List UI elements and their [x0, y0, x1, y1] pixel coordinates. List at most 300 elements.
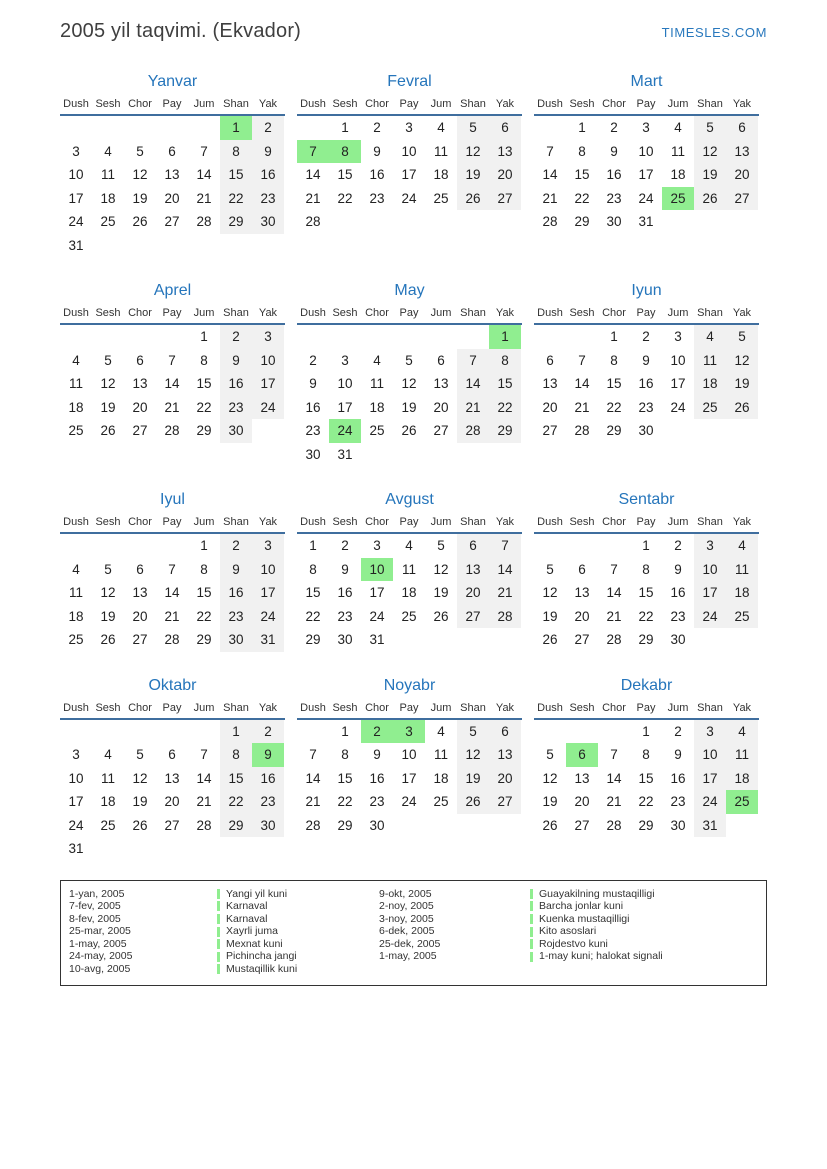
day-cell: 20 — [489, 163, 521, 187]
weekday-label: Yak — [732, 701, 752, 714]
weekday-label: Chor — [602, 701, 626, 714]
day-cell: 16 — [252, 767, 284, 791]
month-title: Fevral — [387, 73, 432, 90]
day-cell: 22 — [638, 794, 654, 810]
empty-cell — [393, 325, 425, 349]
day-cell: 27 — [433, 423, 449, 439]
empty-cell — [188, 720, 220, 744]
day-cell: 8 — [642, 747, 650, 763]
day-cell: 17 — [337, 399, 353, 415]
day-cell: 18 — [433, 770, 449, 786]
day-cell: 17 — [369, 585, 385, 601]
day-cell: 17 — [638, 167, 654, 183]
weekday-label: Pay — [162, 307, 182, 319]
day-cell: 17 — [68, 794, 84, 810]
day-cell: 15 — [196, 376, 212, 392]
day-cell: 20 — [164, 794, 180, 810]
day-cell: 5 — [457, 720, 489, 744]
day-cell: 8 — [200, 352, 208, 368]
day-cell: 13 — [489, 140, 521, 164]
day-cell: 25 — [694, 396, 726, 420]
holiday-day-cell: 25 — [662, 187, 694, 211]
day-cell: 16 — [220, 581, 252, 605]
day-cell: 27 — [164, 817, 180, 833]
weekday-label: Shan — [223, 701, 249, 714]
empty-cell — [60, 325, 92, 349]
month-days — [60, 720, 285, 861]
month-days — [297, 325, 522, 466]
day-cell: 10 — [638, 143, 654, 159]
month-title: Iyul — [160, 491, 185, 508]
day-cell: 24 — [252, 396, 284, 420]
day-cell: 9 — [252, 140, 284, 164]
day-cell: 15 — [220, 163, 252, 187]
day-cell: 6 — [578, 561, 586, 577]
weekday-label: Shan — [460, 307, 486, 319]
day-cell: 31 — [694, 814, 726, 838]
day-cell: 25 — [100, 214, 116, 230]
day-cell: 26 — [132, 214, 148, 230]
holiday-name — [530, 938, 608, 951]
weekday-label: Shan — [697, 516, 723, 528]
months-grid — [60, 73, 767, 861]
month-noyabr — [297, 677, 522, 861]
day-cell: 3 — [72, 143, 80, 159]
month-dekabr — [534, 677, 759, 861]
month-title: Iyun — [631, 282, 662, 299]
day-cell: 31 — [369, 632, 385, 648]
day-cell: 28 — [606, 817, 622, 833]
day-cell: 12 — [401, 376, 417, 392]
day-cell: 3 — [72, 747, 80, 763]
day-cell: 25 — [401, 608, 417, 624]
day-cell: 4 — [437, 723, 445, 739]
day-cell: 16 — [369, 770, 385, 786]
day-cell: 30 — [369, 817, 385, 833]
empty-cell — [92, 534, 124, 558]
day-cell: 28 — [305, 817, 321, 833]
weekday-label: Shan — [460, 98, 486, 110]
day-cell: 14 — [305, 770, 321, 786]
day-cell: 30 — [220, 419, 252, 443]
day-cell: 16 — [337, 585, 353, 601]
day-cell: 21 — [164, 399, 180, 415]
empty-cell — [297, 325, 329, 349]
holiday-name — [530, 888, 655, 901]
day-cell: 4 — [104, 747, 112, 763]
day-cell: 30 — [337, 632, 353, 648]
day-cell: 22 — [305, 608, 321, 624]
empty-cell — [297, 720, 329, 744]
day-cell: 23 — [252, 187, 284, 211]
day-cell: 6 — [546, 352, 554, 368]
day-cell: 5 — [136, 143, 144, 159]
month-days — [60, 116, 285, 257]
weekday-label: Yak — [732, 98, 752, 110]
holiday-date: 24-may, 2005 — [69, 950, 133, 963]
day-cell: 5 — [104, 561, 112, 577]
day-cell: 10 — [670, 352, 686, 368]
day-cell: 29 — [638, 817, 654, 833]
day-cell: 7 — [168, 561, 176, 577]
month-days — [534, 534, 759, 652]
weekday-label: Chor — [602, 98, 626, 110]
day-cell: 22 — [196, 399, 212, 415]
day-cell: 3 — [694, 534, 726, 558]
day-cell: 21 — [542, 190, 558, 206]
day-cell: 11 — [100, 770, 115, 786]
day-cell: 12 — [457, 743, 489, 767]
day-cell: 9 — [610, 143, 618, 159]
day-cell: 15 — [574, 167, 590, 183]
weekday-label: Sesh — [569, 516, 595, 528]
day-cell: 6 — [726, 116, 758, 140]
day-cell: 23 — [670, 608, 686, 624]
day-cell: 19 — [694, 163, 726, 187]
day-cell: 14 — [164, 376, 180, 392]
day-cell: 21 — [196, 794, 212, 810]
weekday-label: Shan — [697, 98, 723, 110]
legend-entry — [69, 888, 379, 901]
day-cell: 1 — [341, 723, 349, 739]
day-cell: 24 — [401, 794, 417, 810]
day-cell: 10 — [252, 349, 284, 373]
empty-cell — [566, 325, 598, 349]
day-cell: 7 — [610, 747, 618, 763]
day-cell: 13 — [132, 585, 148, 601]
day-cell: 27 — [132, 632, 148, 648]
holiday-day-cell: 25 — [726, 790, 758, 814]
day-cell: 13 — [489, 743, 521, 767]
day-cell: 7 — [200, 143, 208, 159]
weekday-label: Pay — [399, 307, 419, 319]
weekday-label: Sesh — [569, 98, 595, 110]
day-cell: 23 — [220, 605, 252, 629]
day-cell: 26 — [457, 790, 489, 814]
day-cell: 17 — [401, 167, 417, 183]
month-days — [534, 116, 759, 234]
day-cell: 2 — [309, 352, 317, 368]
month-title: May — [394, 282, 425, 299]
weekday-label: Jum — [193, 307, 215, 319]
day-cell: 26 — [542, 817, 558, 833]
day-cell: 27 — [542, 423, 558, 439]
holiday-name — [217, 925, 278, 938]
day-cell: 28 — [196, 214, 212, 230]
weekday-header-row — [60, 307, 285, 325]
day-cell: 2 — [341, 538, 349, 554]
month-yanvar — [60, 73, 285, 257]
weekday-label: Shan — [697, 307, 723, 319]
day-cell: 13 — [457, 558, 489, 582]
weekday-label: Sesh — [95, 307, 121, 319]
day-cell: 24 — [401, 190, 417, 206]
weekday-label: Dush — [63, 516, 89, 528]
day-cell: 12 — [542, 770, 558, 786]
day-cell: 26 — [433, 608, 449, 624]
day-cell: 27 — [489, 790, 521, 814]
empty-cell — [598, 534, 630, 558]
day-cell: 27 — [574, 632, 590, 648]
legend-entry — [69, 913, 379, 926]
day-cell: 22 — [337, 190, 353, 206]
day-cell: 15 — [305, 585, 321, 601]
weekday-header-row — [60, 98, 285, 116]
month-mart — [534, 73, 759, 257]
empty-cell — [124, 116, 156, 140]
empty-cell — [361, 325, 393, 349]
holiday-name-text: Kito asoslari — [539, 925, 597, 938]
day-cell: 4 — [726, 534, 758, 558]
holiday-date: 3-noy, 2005 — [379, 912, 434, 925]
day-cell: 21 — [606, 608, 622, 624]
day-cell: 26 — [401, 423, 417, 439]
day-cell: 7 — [578, 352, 586, 368]
day-cell: 2 — [674, 538, 682, 554]
day-cell: 15 — [638, 770, 654, 786]
day-cell: 18 — [100, 190, 116, 206]
day-cell: 6 — [489, 720, 521, 744]
holiday-marker — [217, 952, 220, 962]
day-cell: 12 — [457, 140, 489, 164]
holiday-marker — [217, 914, 220, 924]
weekday-label: Dush — [537, 98, 563, 110]
weekday-label: Pay — [636, 701, 656, 714]
empty-cell — [92, 325, 124, 349]
holiday-name — [217, 888, 287, 901]
month-title: Noyabr — [383, 676, 436, 694]
weekday-label: Dush — [537, 701, 563, 714]
day-cell: 11 — [68, 585, 83, 601]
empty-cell — [188, 116, 220, 140]
day-cell: 4 — [694, 325, 726, 349]
day-cell: 18 — [68, 608, 84, 624]
empty-cell — [534, 534, 566, 558]
day-cell: 11 — [369, 376, 384, 392]
holiday-name — [217, 963, 297, 976]
weekday-label: Pay — [636, 98, 656, 110]
day-cell: 3 — [694, 720, 726, 744]
day-cell: 1 — [642, 538, 650, 554]
weekday-label: Chor — [128, 307, 152, 319]
weekday-label: Sesh — [95, 516, 121, 528]
holiday-date: 7-fev, 2005 — [69, 900, 121, 913]
day-cell: 26 — [100, 632, 116, 648]
day-cell: 10 — [694, 743, 726, 767]
weekday-label: Yak — [258, 516, 278, 528]
day-cell: 29 — [638, 632, 654, 648]
day-cell: 29 — [489, 419, 521, 443]
day-cell: 4 — [373, 352, 381, 368]
day-cell: 26 — [694, 187, 726, 211]
day-cell: 11 — [433, 747, 448, 763]
day-cell: 8 — [578, 143, 586, 159]
weekday-label: Chor — [365, 98, 389, 110]
page-header — [60, 20, 767, 43]
day-cell: 9 — [220, 558, 252, 582]
day-cell: 10 — [68, 770, 84, 786]
day-cell: 12 — [542, 585, 558, 601]
day-cell: 1 — [200, 329, 208, 345]
day-cell: 8 — [220, 140, 252, 164]
empty-cell — [598, 720, 630, 744]
day-cell: 26 — [726, 396, 758, 420]
holidays-legend — [60, 880, 767, 986]
day-cell: 1 — [309, 538, 317, 554]
holiday-name-text: 1-may kuni; halokat signali — [539, 950, 663, 963]
weekday-label: Jum — [430, 516, 452, 528]
day-cell: 12 — [100, 585, 116, 601]
month-title: Mart — [630, 73, 663, 90]
day-cell: 18 — [401, 585, 417, 601]
holiday-day-cell: 1 — [220, 116, 252, 140]
weekday-label: Chor — [128, 516, 152, 528]
holiday-name-text: Mexnat kuni — [226, 937, 283, 950]
day-cell: 3 — [252, 534, 284, 558]
month-title: Sentabr — [618, 491, 675, 508]
holiday-name — [530, 900, 623, 913]
holiday-marker — [217, 901, 220, 911]
day-cell: 2 — [252, 720, 284, 744]
day-cell: 10 — [401, 747, 417, 763]
day-cell: 14 — [606, 585, 622, 601]
holiday-day-cell: 7 — [297, 140, 329, 164]
day-cell: 23 — [252, 790, 284, 814]
day-cell: 23 — [606, 190, 622, 206]
weekday-header-row — [534, 307, 759, 325]
day-cell: 11 — [726, 558, 758, 582]
day-cell: 13 — [132, 376, 148, 392]
weekday-label: Chor — [602, 307, 626, 319]
day-cell: 18 — [726, 581, 758, 605]
day-cell: 28 — [542, 214, 558, 230]
holiday-name — [530, 925, 596, 938]
day-cell: 28 — [574, 423, 590, 439]
legend-entry — [69, 925, 379, 938]
day-cell: 20 — [574, 608, 590, 624]
day-cell: 14 — [489, 558, 521, 582]
day-cell: 10 — [337, 376, 353, 392]
day-cell: 27 — [489, 187, 521, 211]
day-cell: 31 — [252, 628, 284, 652]
day-cell: 15 — [337, 770, 353, 786]
day-cell: 3 — [642, 120, 650, 136]
day-cell: 3 — [373, 538, 381, 554]
day-cell: 11 — [401, 561, 416, 577]
holiday-date: 9-okt, 2005 — [379, 887, 432, 900]
day-cell: 11 — [694, 349, 726, 373]
holiday-name-text: Pichincha jangi — [226, 950, 297, 963]
weekday-label: Jum — [430, 701, 452, 714]
day-cell: 4 — [72, 352, 80, 368]
holiday-name-text: Barcha jonlar kuni — [539, 900, 624, 913]
day-cell: 31 — [68, 237, 84, 253]
day-cell: 15 — [337, 167, 353, 183]
holiday-day-cell: 2 — [361, 720, 393, 744]
day-cell: 20 — [433, 399, 449, 415]
day-cell: 7 — [610, 561, 618, 577]
day-cell: 5 — [694, 116, 726, 140]
weekday-label: Dush — [537, 307, 563, 319]
page-title: 2005 yil taqvimi. (Ekvador) — [60, 20, 302, 42]
day-cell: 31 — [638, 214, 654, 230]
weekday-label: Jum — [430, 98, 452, 110]
legend-entry — [379, 925, 758, 938]
day-cell: 29 — [196, 423, 212, 439]
weekday-label: Shan — [223, 98, 249, 110]
weekday-label: Jum — [430, 307, 452, 319]
legend-entry — [69, 938, 379, 951]
day-cell: 29 — [196, 632, 212, 648]
legend-column — [379, 888, 758, 976]
month-iyul — [60, 491, 285, 652]
day-cell: 27 — [726, 187, 758, 211]
day-cell: 15 — [638, 585, 654, 601]
holiday-date: 25-dek, 2005 — [379, 937, 441, 950]
legend-entry — [69, 963, 379, 976]
weekday-label: Dush — [300, 516, 326, 528]
holiday-marker — [530, 952, 533, 962]
day-cell: 4 — [72, 561, 80, 577]
day-cell: 28 — [164, 632, 180, 648]
day-cell: 25 — [369, 423, 385, 439]
day-cell: 24 — [694, 605, 726, 629]
day-cell: 22 — [638, 608, 654, 624]
day-cell: 23 — [305, 423, 321, 439]
day-cell: 25 — [726, 605, 758, 629]
weekday-label: Jum — [667, 307, 689, 319]
day-cell: 7 — [200, 747, 208, 763]
day-cell: 24 — [68, 214, 84, 230]
day-cell: 23 — [369, 794, 385, 810]
month-days — [60, 325, 285, 443]
day-cell: 22 — [574, 190, 590, 206]
day-cell: 19 — [457, 767, 489, 791]
day-cell: 27 — [457, 605, 489, 629]
day-cell: 2 — [642, 329, 650, 345]
empty-cell — [534, 720, 566, 744]
day-cell: 6 — [437, 352, 445, 368]
day-cell: 18 — [694, 372, 726, 396]
weekday-header-row — [297, 98, 522, 116]
holiday-day-cell: 6 — [566, 743, 598, 767]
day-cell: 18 — [726, 767, 758, 791]
day-cell: 30 — [606, 214, 622, 230]
day-cell: 29 — [606, 423, 622, 439]
day-cell: 26 — [457, 187, 489, 211]
day-cell: 16 — [220, 372, 252, 396]
day-cell: 21 — [457, 396, 489, 420]
day-cell: 24 — [68, 817, 84, 833]
day-cell: 17 — [252, 581, 284, 605]
empty-cell — [124, 720, 156, 744]
day-cell: 4 — [674, 120, 682, 136]
weekday-label: Pay — [162, 516, 182, 528]
day-cell: 10 — [694, 558, 726, 582]
holiday-date: 25-mar, 2005 — [69, 925, 131, 938]
weekday-label: Chor — [365, 516, 389, 528]
month-iyun — [534, 282, 759, 466]
day-cell: 6 — [168, 143, 176, 159]
day-cell: 16 — [670, 770, 686, 786]
day-cell: 25 — [68, 423, 84, 439]
day-cell: 18 — [670, 167, 686, 183]
holiday-name — [217, 900, 267, 913]
day-cell: 31 — [68, 841, 84, 857]
brand-link[interactable]: TIMESLES.COM — [661, 25, 767, 40]
weekday-label: Sesh — [95, 701, 121, 714]
day-cell: 27 — [574, 817, 590, 833]
